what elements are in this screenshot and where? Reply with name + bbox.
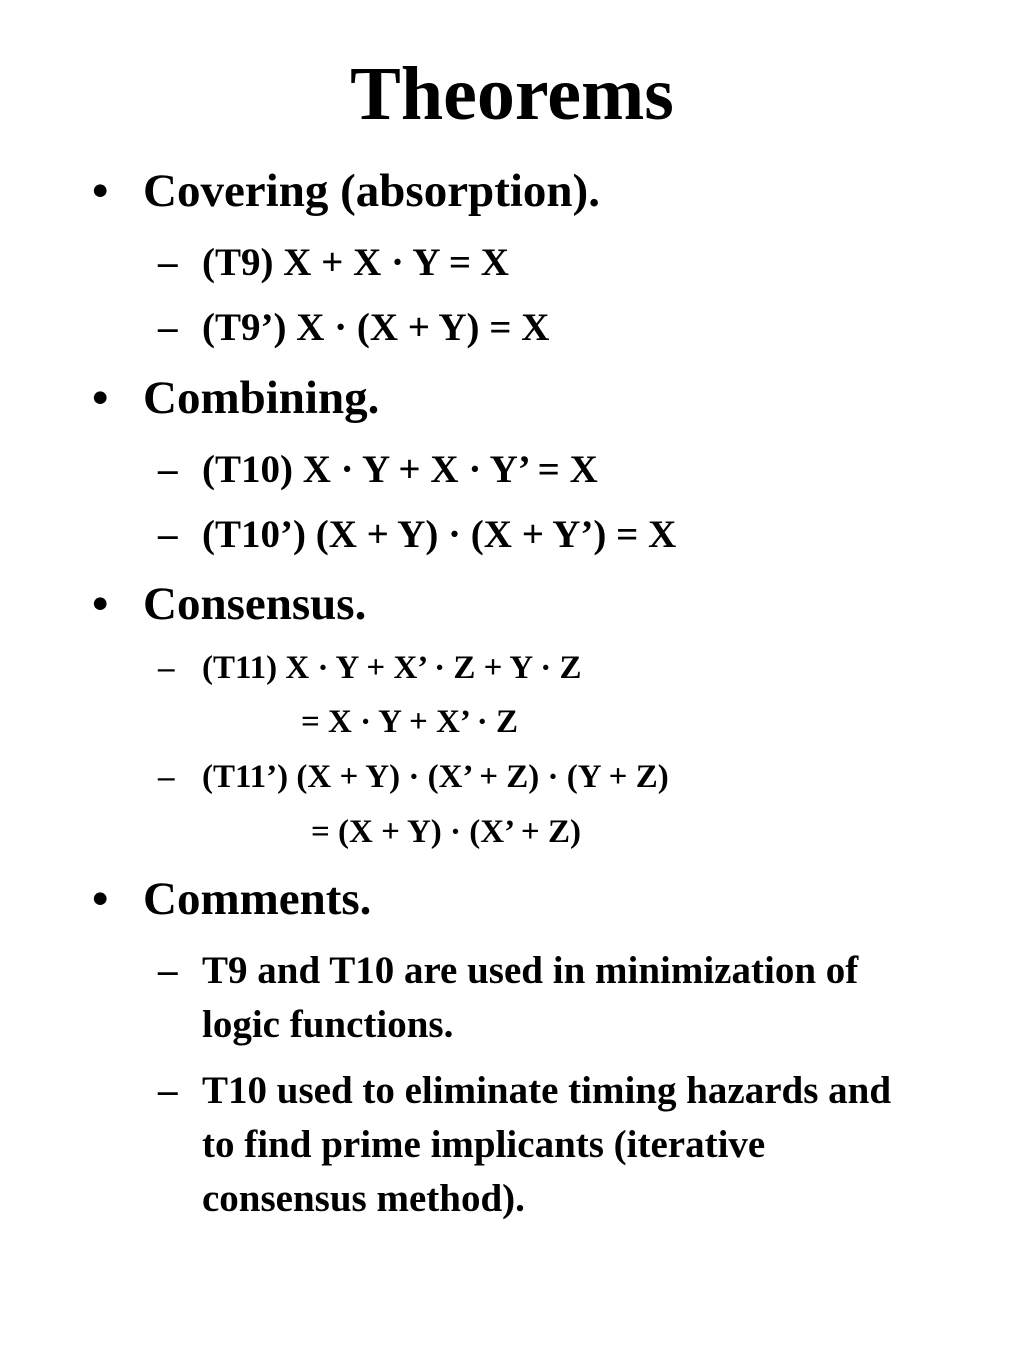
section-heading-comments: Comments. [143, 873, 372, 925]
theorem-t11-dual: (T11’) (X + Y) · (X’ + Z) · (Y + Z) [202, 759, 669, 795]
dash-icon: – [158, 949, 178, 992]
dash-icon: – [158, 241, 178, 284]
theorem-t11-dual-result: = (X + Y) · (X’ + Z) [311, 814, 581, 850]
slide-title: Theorems [350, 52, 674, 136]
theorem-t11: (T11) X · Y + X’ · Z + Y · Z [202, 650, 582, 686]
section-heading-consensus: Consensus. [143, 578, 367, 630]
bullet-icon: • [92, 165, 109, 217]
section-heading-combining: Combining. [143, 372, 380, 424]
dash-icon: – [158, 1069, 178, 1112]
dash-icon: – [158, 650, 175, 686]
theorem-t9-dual: (T9’) X · (X + Y) = X [202, 306, 550, 349]
bullet-icon: • [92, 873, 109, 925]
dash-icon: – [158, 759, 175, 795]
theorem-t10-dual: (T10’) (X + Y) · (X + Y’) = X [202, 513, 677, 556]
dash-icon: – [158, 513, 178, 556]
bullet-icon: • [92, 578, 109, 630]
section-heading-covering: Covering (absorption). [143, 165, 600, 217]
theorem-t9: (T9) X + X · Y = X [202, 241, 509, 284]
dash-icon: – [158, 448, 178, 491]
dash-icon: – [158, 306, 178, 349]
theorem-t11-result: = X · Y + X’ · Z [301, 704, 518, 740]
theorem-t10: (T10) X · Y + X · Y’ = X [202, 448, 598, 491]
comment-timing-hazards: T10 used to eliminate timing hazards and to find prime implicants (iterative consensus method). [202, 1069, 892, 1220]
comment-minimization: T9 and T10 are used in minimization of logic functions. [202, 949, 859, 1046]
bullet-icon: • [92, 372, 109, 424]
